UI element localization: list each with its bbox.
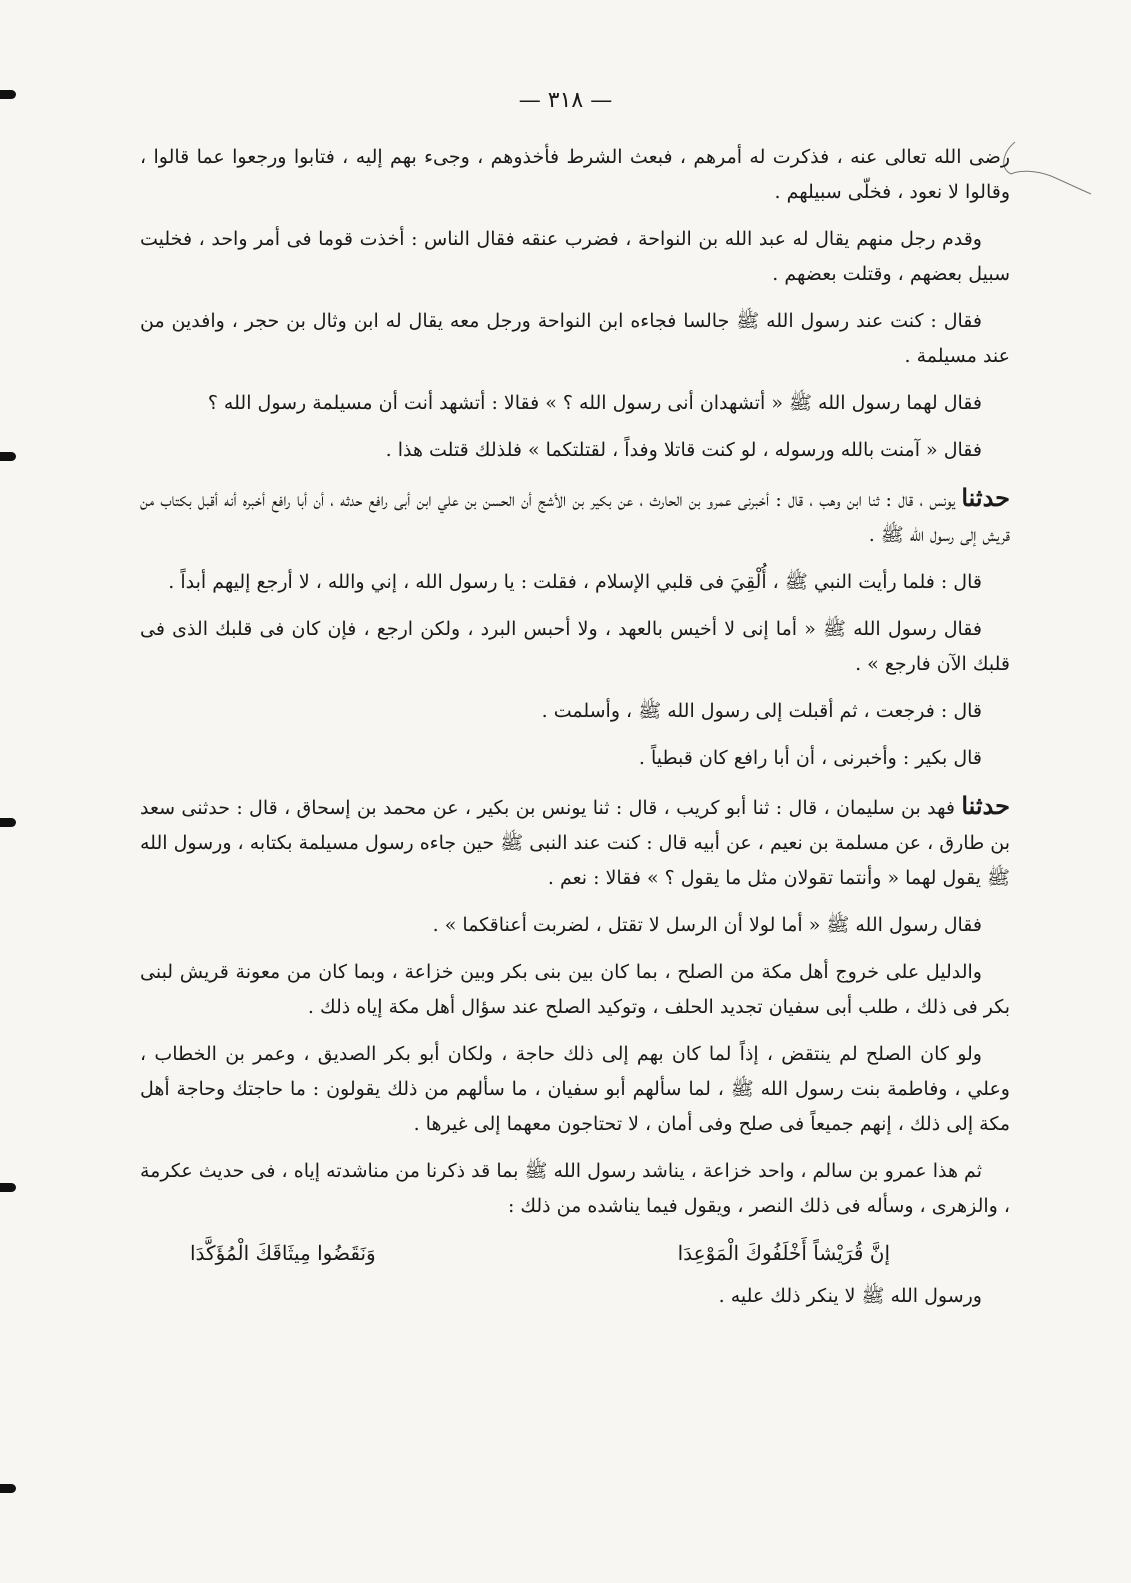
paragraph: وقدم رجل منهم يقال له عبد الله بن النواحة ، فضرب عنقه فقال الناس : أخذت قوما فى أمر واحد ، فخليت سبيل بعضهم ، وقتلت بعضهم . <box>140 228 1010 285</box>
hadith-paragraph <box>140 788 1010 896</box>
paragraph: قال بكير : وأخبرنى ، أن أبا رافع كان قبطياً . <box>638 747 982 769</box>
margin-mark <box>0 818 16 827</box>
poem-first-hemistich: إنَّ قُرَيْشاً أَخْلَفُوكَ الْمَوْعِدَا <box>677 1241 890 1265</box>
hadith-lead-word: حدثنا <box>961 483 1011 512</box>
margin-mark <box>0 90 16 99</box>
paragraph: رضى الله تعالى عنه ، فذكرت له أمرهم ، فبعث الشرط فأخذوهم ، وجىء بهم إليه ، فتابوا ورجعوا عما قالوا ، وقالوا لا نعود ، فخلّى سبيلهم . <box>140 146 1010 203</box>
margin-mark <box>0 1183 16 1192</box>
poem-verse <box>140 1236 1010 1271</box>
paragraph: والدليل على خروج أهل مكة من الصلح ، بما كان بين بنى بكر وبين خزاعة ، وبما كان من معونة قريش لبنى بكر فى ذلك ، طلب أبى سفيان تجديد الحلف ، وتوكيد الصلح عند سؤال أهل مكة إياه ذلك . <box>140 961 1010 1018</box>
paragraph: فقال : كنت عند رسول الله ﷺ جالسا فجاءه ابن النواحة ورجل معه يقال له ابن وثال بن حجر ، وافدين من عند مسيلمة . <box>140 310 1010 367</box>
paragraph: قال : فلما رأيت النبي ﷺ ، أُلْقِيَ فى قلبي الإسلام ، فقلت : يا رسول الله ، إني والله ، لا أرجع إليهم أبداً . <box>168 571 982 593</box>
margin-mark <box>0 452 16 461</box>
paragraph: ثم هذا عمرو بن سالم ، واحد خزاعة ، يناشد رسول الله ﷺ بما قد ذكرنا من مناشدته إياه ، فى حديث عكرمة ، والزهرى ، وسأله فى ذلك النصر ، ويقول فيما يناشده من ذلك : <box>140 1160 1010 1217</box>
paragraph: فقال رسول الله ﷺ « أما إنى لا أخيس بالعهد ، ولا أحبس البرد ، ولكن ارجع ، فإن كان فى قلبك الذى فى قلبك الآن فارجع » . <box>140 618 1010 675</box>
margin-scribble <box>995 130 1095 200</box>
paragraph-text: فهد بن سليمان ، قال : ثنا أبو كريب ، قال : ثنا يونس بن بكير ، عن محمد بن إسحاق ، قال : حدثنى سعد بن طارق ، عن مسلمة بن نعيم ، عن أبيه قال : كنت عند النبى ﷺ حين جاءه رسول مسيلمة بكتابه ، ورسول الله ﷺ يقول لهما « وأنتما تقولان مثل ما يقول ؟ » فقالا : نعم . <box>140 797 1010 889</box>
paragraph: فقال رسول الله ﷺ « أما لولا أن الرسل لا تقتل ، لضربت أعناقكما » . <box>432 914 982 936</box>
paragraph: ولو كان الصلح لم ينتقض ، إذاً لما كان بهم إلى ذلك حاجة ، ولكان أبو بكر الصديق ، وعمر بن الخطاب ، وعلي ، وفاطمة بنت رسول الله ﷺ ، لما سألهم أبو سفيان ، ما سألهم من ذلك يقولون : ما حاجتك وحاجة أهل مكة إلى ذلك ، إنهم جميعاً فى صلح وفى أمان ، لا تحتاجون معهما إلى غيرها . <box>140 1043 1010 1135</box>
margin-mark <box>0 1484 16 1493</box>
hadith-paragraph <box>140 480 1010 553</box>
closing-line: ورسول الله ﷺ لا ينكر ذلك عليه . <box>718 1285 982 1307</box>
paragraph-text: يونس ، قال : ثنا ابن وهب ، قال : أخبرنى عمرو بن الحارث ، عن بكير بن الأشج أن الحسن بن علي ابن أبى رافع حدثه ، أن أبا رافع أخبره أنه أقبل بكتاب من قريش إلى رسول الله ﷺ . <box>140 489 1010 546</box>
hadith-lead-word: حدثنا <box>961 791 1010 820</box>
page-number: — ٣١٨ — <box>518 88 613 113</box>
poem-second-hemistich: وَنَقَضُوا مِيثَاقَكَ الْمُؤَكَّدَا <box>190 1241 376 1265</box>
paragraph: قال : فرجعت ، ثم أقبلت إلى رسول الله ﷺ ، وأسلمت . <box>541 700 982 722</box>
paragraph: فقال « آمنت بالله ورسوله ، لو كنت قاتلا وفداً ، لقتلتكما » فلذلك قتلت هذا . <box>385 439 982 461</box>
main-text <box>140 140 1010 1326</box>
paragraph: فقال لهما رسول الله ﷺ « أتشهدان أنى رسول الله ؟ » فقالا : أتشهد أنت أن مسيلمة رسول الله ؟ <box>207 392 982 414</box>
